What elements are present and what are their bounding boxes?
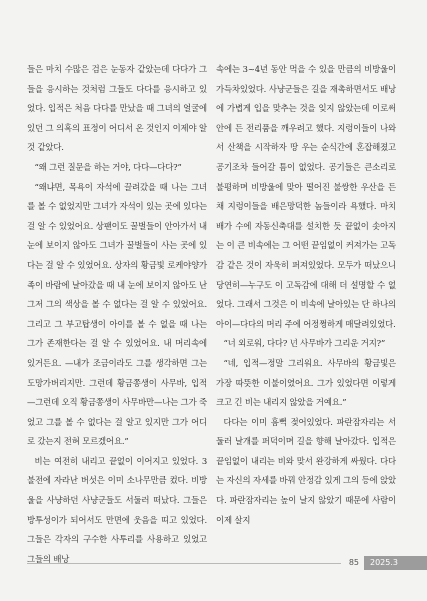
page-footer — [0, 556, 427, 570]
paragraph: “왜냐면, 목욕이 자석에 끌려갔을 때 나는 그녀를 볼 수 없었지만 그녀가 자석이 있는 곳에 있다는 걸 알 수 있었어요. 상팬이도 꿀벌들이 안아가서 내 눈에 보이지 않아도 그녀가 꿀벌들이 사는 곳에 있다는 걸 알 수 있었어요. 상자의 황금빛 로케야양가족이 바람에 날아갔을 때 내 눈에 보이지 않아도 난 그저 그의 색상을 볼 수 없다는 걸 알 수 있었어요. 그리고 그 부고탑생이 아이를 볼 수 없을 때 나는 그가 존재한다는 걸 알 수 있었어요. 내 머리속에 있거든요. —내가 조금이라도 그를 생각하면 그는 도망가버리지만. 그런데 황금쫑생이 사무바, 입적—그런데 오직 황금쫑생이 사무바만—나는 그가 죽었고 그를 볼 수 없다는 걸 알고 있지만 그가 어디로 갔는지 전혀 모르겠어요.” — [27, 181, 207, 447]
paragraph: “왜 그런 질문을 하는 거야, 다다—다다?” — [34, 161, 182, 172]
page-number: 85 — [341, 556, 359, 570]
paragraph: 속에는 3~4년 동안 먹을 수 있을 만큼의 비방울이 가득차있었다. 사냥군들은 길을 재촉하면서도 배낭에 가볍게 입을 맞추는 것을 잊지 않았는데 이로써 안에 든 전리품을 깨우려고 했다. 지렁이들이 나와서 산책을 시작하자 땅 우는 순식간에 혼잡해졌고 공기조차 들어갈 틈이 없었다. 공기들은 큰소리로 불평하며 비방울에 맞아 떨어진 불쌍한 우산을 든 채 지렁이들을 배은망덕한 놈들이라 욕했다. 마치 배가 수에 자동신축대를 설치한 듯 끝없이 솟아지는 이 큰 비속에는 그 어떤 끝임없이 커져가는 고독감 같은 것이 자욱히 퍼져있었다. 모두가 떠났으니 당연히—누구도 이 고독감에 대해 더 설명할 수 없었다. 그래서 그것은 이 비속에 날아있는 단 하나의 아이—다다의 머리 주에 어정쩡하게 매달려있었다. — [216, 64, 396, 329]
paragraph: “너 외로워, 다다? 넌 사무바가 그리운 거지?” — [223, 338, 386, 349]
right-text-column — [216, 60, 396, 530]
paragraph: 다다는 이미 흠뻑 젖어있었다. 파란잠자리는 서둘러 날개를 퍼덕이며 길을 향해 날아갔다. 입적은 끝임없이 내리는 비와 맞서 완강하게 싸웠다. 다다는 자신의 자세를 바꿔 안정감 있게 그의 등에 앉았다. 파란잠자리는 높이 날지 않았기 때문에 사람이 이제 살지 — [216, 416, 396, 525]
paragraph: “네, 입적—정말 그리워요. 사무바의 황금빛은 가장 따뜻한 이불이였어요. 그가 있었다면 이렇게 크고 긴 비는 내리지 않았을 거예요.” — [216, 357, 396, 408]
paragraph: 비는 여전히 내리고 끝없이 이어지고 있었다. 3불전에 자라난 버섯은 이미 소나무만큼 컸다. 비방울을 사냥하던 사냥군들도 서둘러 떠났다. 그들은 방투성이가 되어서도 만면에 웃음을 띠고 있었다. 그들은 각자의 구수한 사투리를 사용하고 있었고 그들의 배낭 — [27, 455, 207, 564]
paragraph: 들은 마치 수많은 검은 눈동자 같았는데 다다가 그들을 응시하는 것처럼 그들도 다다를 응시하고 있었다. 입적은 처음 다다를 만났을 때 그녀의 얼굴에 있던 그 의혹의 표정이 어디서 온 것인지 이제야 알 것 같았다. — [27, 64, 207, 153]
footer-rule — [27, 563, 357, 564]
issue-badge: 2025.3 — [364, 556, 427, 570]
left-text-column — [27, 60, 207, 569]
